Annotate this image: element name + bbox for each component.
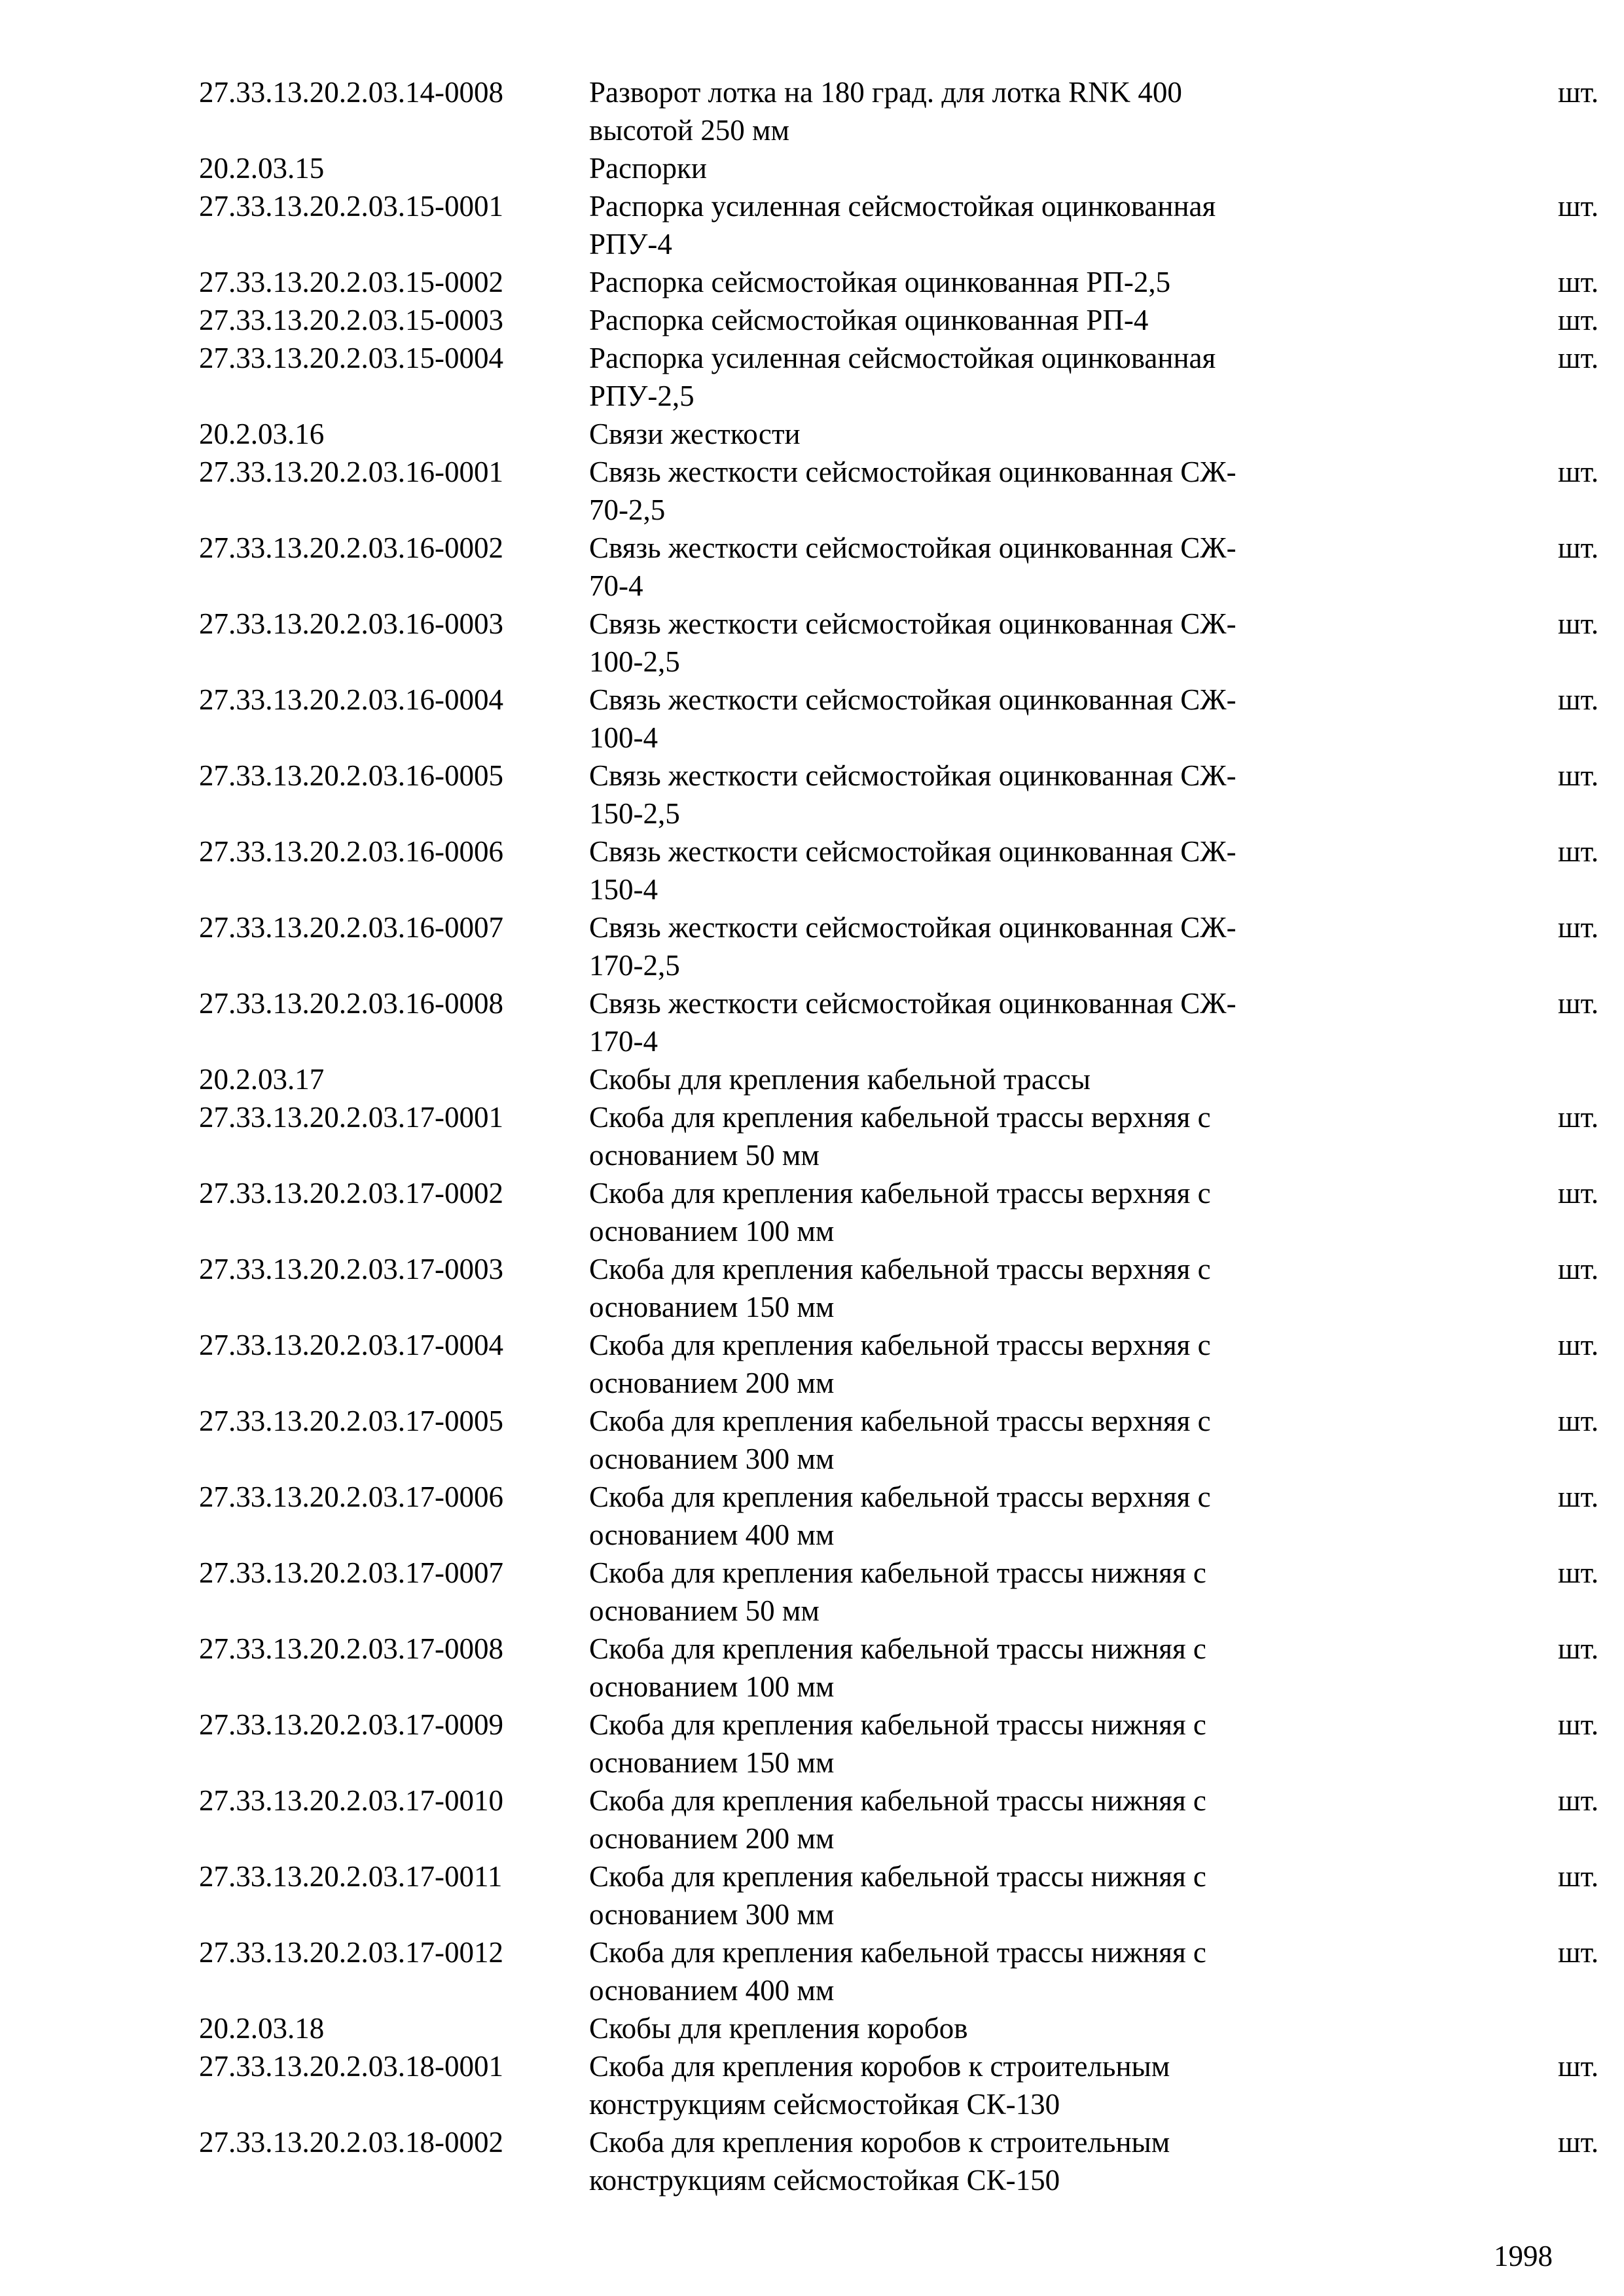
row-description: Скоба для крепления кабельной трассы верхняя с основанием 400 мм bbox=[589, 1480, 1211, 1551]
row-code: 27.33.13.20.2.03.17-0007 bbox=[199, 1556, 503, 1589]
row-code: 20.2.03.18 bbox=[199, 2012, 325, 2045]
row-description: Распорка усиленная сейсмостойкая оцинкованная РПУ-4 bbox=[589, 190, 1216, 260]
row-unit: шт. bbox=[1558, 1936, 1599, 1969]
row-code: 27.33.13.20.2.03.16-0006 bbox=[199, 835, 503, 868]
group-heading-row bbox=[199, 1060, 1443, 1098]
row-code: 20.2.03.17 bbox=[199, 1063, 325, 1096]
table-row bbox=[199, 1857, 1599, 1933]
row-code: 27.33.13.20.2.03.18-0002 bbox=[199, 2126, 503, 2159]
row-code: 27.33.13.20.2.03.16-0005 bbox=[199, 759, 503, 792]
table-row bbox=[199, 908, 1599, 984]
table-row bbox=[199, 1782, 1599, 1857]
table-row bbox=[199, 605, 1599, 681]
table-row bbox=[199, 757, 1599, 833]
table-row bbox=[199, 1478, 1599, 1554]
row-description: Связь жесткости сейсмостойкая оцинкованная СЖ- 70-4 bbox=[589, 531, 1236, 602]
row-unit: шт. bbox=[1558, 342, 1599, 374]
row-description: Скоба для крепления кабельной трассы нижняя с основанием 300 мм bbox=[589, 1860, 1206, 1931]
row-description: Распорки bbox=[589, 152, 707, 185]
table-row bbox=[199, 263, 1599, 301]
row-description: Скобы для крепления кабельной трассы bbox=[589, 1063, 1091, 1096]
table-row bbox=[199, 1174, 1599, 1250]
row-description: Скоба для крепления кабельной трассы верхняя с основанием 200 мм bbox=[589, 1329, 1211, 1399]
row-unit: шт. bbox=[1558, 2050, 1599, 2083]
table-row bbox=[199, 681, 1599, 757]
table-row bbox=[199, 187, 1599, 263]
table-row bbox=[199, 984, 1599, 1060]
table-row bbox=[199, 529, 1599, 605]
table-row bbox=[199, 2123, 1599, 2199]
row-description: Скоба для крепления кабельной трассы верхняя с основанием 300 мм bbox=[589, 1405, 1211, 1475]
row-code: 27.33.13.20.2.03.17-0011 bbox=[199, 1860, 503, 1893]
row-description: Скоба для крепления кабельной трассы верхняя с основанием 150 мм bbox=[589, 1253, 1211, 1323]
row-unit: шт. bbox=[1558, 1405, 1599, 1437]
row-unit: шт. bbox=[1558, 1708, 1599, 1741]
table-row bbox=[199, 1402, 1599, 1478]
row-code: 27.33.13.20.2.03.15-0003 bbox=[199, 304, 503, 336]
row-code: 20.2.03.15 bbox=[199, 152, 325, 185]
row-unit: шт. bbox=[1558, 190, 1599, 223]
table-row bbox=[199, 2047, 1599, 2123]
row-code: 27.33.13.20.2.03.16-0002 bbox=[199, 531, 503, 564]
row-description: Скоба для крепления кабельной трассы верхняя с основанием 100 мм bbox=[589, 1177, 1211, 1247]
table-row bbox=[199, 73, 1599, 149]
row-description: Скоба для крепления кабельной трассы нижняя с основанием 150 мм bbox=[589, 1708, 1206, 1779]
row-code: 27.33.13.20.2.03.16-0004 bbox=[199, 683, 503, 716]
row-unit: шт. bbox=[1558, 1784, 1599, 1817]
row-unit: шт. bbox=[1558, 1329, 1599, 1361]
document-table bbox=[199, 73, 1599, 2199]
table-row bbox=[199, 1250, 1599, 1326]
page-number: 1998 bbox=[1494, 2240, 1553, 2272]
row-description: Связи жесткости bbox=[589, 418, 801, 450]
row-unit: шт. bbox=[1558, 1860, 1599, 1893]
row-description: Связь жесткости сейсмостойкая оцинкованная СЖ- 170-2,5 bbox=[589, 911, 1236, 982]
row-unit: шт. bbox=[1558, 911, 1599, 944]
row-description: Связь жесткости сейсмостойкая оцинкованная СЖ- 100-2,5 bbox=[589, 607, 1236, 678]
table-row bbox=[199, 301, 1599, 339]
row-code: 27.33.13.20.2.03.16-0001 bbox=[199, 456, 503, 488]
table-row bbox=[199, 1326, 1599, 1402]
row-description: Распорка сейсмостойкая оцинкованная РП-2,5 bbox=[589, 266, 1171, 298]
row-unit: шт. bbox=[1558, 987, 1599, 1020]
row-unit: шт. bbox=[1558, 304, 1599, 336]
row-code: 27.33.13.20.2.03.15-0001 bbox=[199, 190, 503, 223]
row-code: 27.33.13.20.2.03.14-0008 bbox=[199, 76, 503, 109]
row-unit: шт. bbox=[1558, 835, 1599, 868]
row-description: Распорка усиленная сейсмостойкая оцинкованная РПУ-2,5 bbox=[589, 342, 1216, 412]
table-row bbox=[199, 1098, 1599, 1174]
row-code: 27.33.13.20.2.03.16-0007 bbox=[199, 911, 503, 944]
row-code: 27.33.13.20.2.03.15-0004 bbox=[199, 342, 503, 374]
row-unit: шт. bbox=[1558, 456, 1599, 488]
row-description: Скоба для крепления кабельной трассы нижняя с основанием 50 мм bbox=[589, 1556, 1206, 1627]
row-description: Связь жесткости сейсмостойкая оцинкованная СЖ- 70-2,5 bbox=[589, 456, 1236, 526]
row-unit: шт. bbox=[1558, 607, 1599, 640]
group-heading-row bbox=[199, 415, 1443, 453]
table-row bbox=[199, 339, 1599, 415]
row-unit: шт. bbox=[1558, 1253, 1599, 1285]
row-description: Скобы для крепления коробов bbox=[589, 2012, 968, 2045]
row-code: 27.33.13.20.2.03.16-0003 bbox=[199, 607, 503, 640]
group-heading-row bbox=[199, 149, 1443, 187]
row-unit: шт. bbox=[1558, 2126, 1599, 2159]
row-unit: шт. bbox=[1558, 759, 1599, 792]
row-unit: шт. bbox=[1558, 531, 1599, 564]
row-code: 27.33.13.20.2.03.17-0001 bbox=[199, 1101, 503, 1134]
row-description: Разворот лотка на 180 град. для лотка RNK 400 высотой 250 мм bbox=[589, 76, 1182, 147]
group-heading-row bbox=[199, 2009, 1443, 2047]
row-code: 27.33.13.20.2.03.17-0006 bbox=[199, 1480, 503, 1513]
row-code: 27.33.13.20.2.03.17-0009 bbox=[199, 1708, 503, 1741]
table-row bbox=[199, 1933, 1599, 2009]
row-description: Распорка сейсмостойкая оцинкованная РП-4 bbox=[589, 304, 1149, 336]
row-description: Скоба для крепления коробов к строительным конструкциям сейсмостойкая СК-130 bbox=[589, 2050, 1170, 2121]
row-description: Связь жесткости сейсмостойкая оцинкованная СЖ- 150-4 bbox=[589, 835, 1236, 906]
row-code: 27.33.13.20.2.03.17-0008 bbox=[199, 1632, 503, 1665]
row-code: 27.33.13.20.2.03.17-0005 bbox=[199, 1405, 503, 1437]
row-unit: шт. bbox=[1558, 1556, 1599, 1589]
row-description: Скоба для крепления кабельной трассы нижняя с основанием 400 мм bbox=[589, 1936, 1206, 2007]
row-unit: шт. bbox=[1558, 1480, 1599, 1513]
row-description: Связь жесткости сейсмостойкая оцинкованная СЖ- 100-4 bbox=[589, 683, 1236, 754]
row-description: Скоба для крепления кабельной трассы верхняя с основанием 50 мм bbox=[589, 1101, 1211, 1172]
row-code: 27.33.13.20.2.03.17-0004 bbox=[199, 1329, 503, 1361]
row-code: 27.33.13.20.2.03.17-0010 bbox=[199, 1784, 503, 1817]
table-row bbox=[199, 1706, 1599, 1782]
row-unit: шт. bbox=[1558, 266, 1599, 298]
row-unit: шт. bbox=[1558, 1632, 1599, 1665]
row-code: 27.33.13.20.2.03.16-0008 bbox=[199, 987, 503, 1020]
row-description: Скоба для крепления кабельной трассы нижняя с основанием 100 мм bbox=[589, 1632, 1206, 1703]
row-description: Связь жесткости сейсмостойкая оцинкованная СЖ- 170-4 bbox=[589, 987, 1236, 1058]
table-row bbox=[199, 833, 1599, 908]
row-code: 27.33.13.20.2.03.17-0002 bbox=[199, 1177, 503, 1210]
table-row bbox=[199, 453, 1599, 529]
table-row bbox=[199, 1554, 1599, 1630]
row-code: 20.2.03.16 bbox=[199, 418, 325, 450]
row-unit: шт. bbox=[1558, 1101, 1599, 1134]
row-unit: шт. bbox=[1558, 683, 1599, 716]
row-code: 27.33.13.20.2.03.15-0002 bbox=[199, 266, 503, 298]
table-row bbox=[199, 1630, 1599, 1706]
row-code: 27.33.13.20.2.03.17-0012 bbox=[199, 1936, 503, 1969]
row-description: Скоба для крепления коробов к строительным конструкциям сейсмостойкая СК-150 bbox=[589, 2126, 1170, 2197]
row-code: 27.33.13.20.2.03.18-0001 bbox=[199, 2050, 503, 2083]
row-unit: шт. bbox=[1558, 76, 1599, 109]
row-code: 27.33.13.20.2.03.17-0003 bbox=[199, 1253, 503, 1285]
row-description: Связь жесткости сейсмостойкая оцинкованная СЖ- 150-2,5 bbox=[589, 759, 1236, 830]
row-description: Скоба для крепления кабельной трассы нижняя с основанием 200 мм bbox=[589, 1784, 1206, 1855]
row-unit: шт. bbox=[1558, 1177, 1599, 1210]
